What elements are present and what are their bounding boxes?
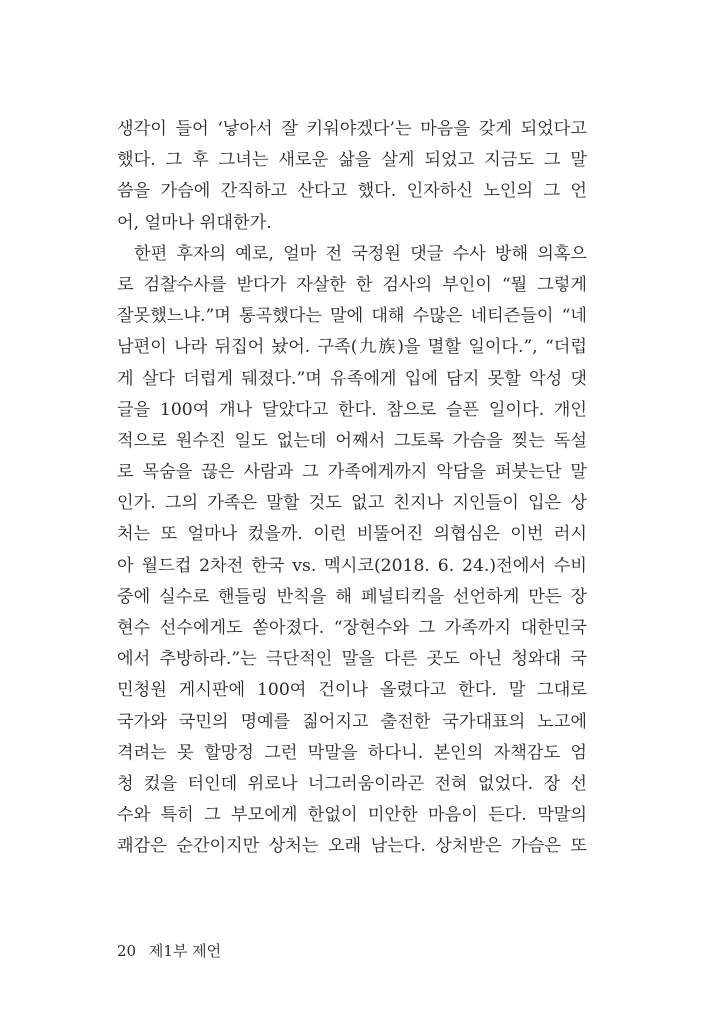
text-line: 쾌감은 순간이지만 상처는 오래 남는다. 상처받은 가슴은 또 (117, 836, 587, 857)
text-line: 씀을 가슴에 간직하고 산다고 했다. 인자하신 노인의 그 언 (117, 181, 587, 202)
section-title: 제1부 제언 (148, 942, 222, 960)
text-line: 인가. 그의 가족은 말할 것도 없고 친지나 지인들이 입은 상 (117, 493, 587, 514)
text-line: 했다. 그 후 그녀는 새로운 삶을 살게 되었고 지금도 그 말 (117, 150, 587, 171)
text-line: 현수 선수에게도 쏟아졌다. “장현수와 그 가족까지 대한민국 (117, 618, 587, 638)
text-line: 청 컸을 터인데 위로나 너그러움이라곤 전혀 없었다. 장 선 (117, 773, 587, 794)
text-line: 수와 특히 그 부모에게 한없이 미안한 마음이 든다. 막말의 (117, 805, 587, 826)
text-line: 글을 100여 개나 달았다고 한다. 참으로 슬픈 일이다. 개인 (117, 399, 587, 420)
text-line: 처는 또 얼마나 컸을까. 이런 비뚤어진 의협심은 이번 러시 (117, 524, 587, 545)
text-line: 어, 얼마나 위대한가. (117, 212, 272, 233)
text-line: 로 검찰수사를 받다가 자살한 한 검사의 부인이 “뭘 그렇게 (117, 274, 587, 295)
text-line: 적으로 원수진 일도 없는데 어째서 그토록 가슴을 찢는 독설 (117, 430, 587, 451)
text-line: 게 살다 더럽게 뒈졌다.”며 유족에게 입에 담지 못할 악성 댓 (117, 368, 587, 389)
text-line: 중에 실수로 핸들링 반칙을 해 페널티킥을 선언하게 만든 장 (117, 586, 587, 607)
text-line: 아 월드컵 2차전 한국 vs. 멕시코(2018. 6. 24.)전에서 수비 (117, 555, 587, 576)
page-number: 20 (117, 942, 137, 960)
text-line: 격려는 못 할망정 그런 막말을 하다니. 본인의 자책감도 엄 (117, 742, 587, 763)
text-line: 국가와 국민의 명예를 짊어지고 출전한 국가대표의 노고에 (117, 711, 587, 732)
text-line: 남편이 나라 뒤집어 놨어. 구족(九族)을 멸할 일이다.”, “더럽 (117, 337, 587, 358)
page-footer (117, 940, 221, 961)
text-line: 생각이 들어 ‘낳아서 잘 키워야겠다’는 마음을 갖게 되었다고 (117, 119, 587, 139)
text-line: 잘못했느냐.”며 통곡했다는 말에 대해 수많은 네티즌들이 “네 (117, 306, 587, 327)
paragraph-start-line: 한편 후자의 예로, 얼마 전 국정원 댓글 수사 방해 의혹으 (134, 243, 587, 264)
text-line: 로 목숨을 끊은 사람과 그 가족에게까지 악담을 퍼붓는단 말 (117, 462, 587, 483)
body-text (117, 114, 587, 863)
text-line: 민청원 게시판에 100여 건이나 올렸다고 한다. 말 그대로 (117, 680, 587, 701)
text-line: 에서 추방하라.”는 극단적인 말을 다른 곳도 아닌 청와대 국 (117, 649, 587, 670)
